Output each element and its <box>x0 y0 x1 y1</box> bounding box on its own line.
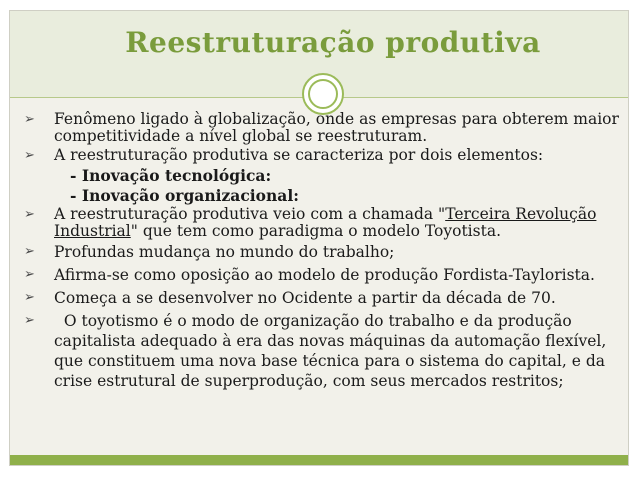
circle-ornament-icon <box>302 73 344 115</box>
bottom-bar <box>10 455 628 465</box>
slide <box>9 10 629 466</box>
bullet-text: Afirma-se como oposição ao modelo de produção Fordista-Taylorista. <box>54 266 595 284</box>
bullet-list <box>24 111 620 394</box>
bullet-item-terceira-revolucao <box>24 206 620 240</box>
sub-item-inovacao-organizacional: - Inovação organizacional: <box>70 186 299 205</box>
terceira-revolucao-link[interactable]: Terceira Revolução Industrial <box>54 205 597 240</box>
arrow-bullet-icon: ➢ <box>24 267 35 282</box>
bullet-text: Fenômeno ligado à globalização, onde as empresas para obterem maior competitividade a nível global se reestruturam. <box>54 110 619 145</box>
bullet-item-toyotismo <box>24 311 620 391</box>
bullet-text: A reestruturação produtiva se caracteriza por dois elementos: <box>54 146 544 164</box>
bullet-text-after: " que tem como paradigma o modelo Toyotista. <box>130 222 501 240</box>
bullet-item-elementos <box>24 147 620 164</box>
bullet-item-globalizacao <box>24 111 620 145</box>
arrow-bullet-icon: ➢ <box>24 207 35 222</box>
bullet-item-fordista <box>24 265 620 285</box>
slide-title: Reestruturação produtiva <box>125 26 541 59</box>
arrow-bullet-icon: ➢ <box>24 290 35 305</box>
bullet-text: Começa a se desenvolver no Ocidente a partir da década de 70. <box>54 289 556 307</box>
arrow-bullet-icon: ➢ <box>24 244 35 259</box>
bullet-item-mudancas <box>24 242 620 262</box>
arrow-bullet-icon: ➢ <box>24 148 35 163</box>
circle-ornament-inner <box>308 79 338 109</box>
bullet-item-ocidente <box>24 288 620 308</box>
arrow-bullet-icon: ➢ <box>24 313 35 328</box>
sub-item-inovacao-tecnologica: - Inovação tecnológica: <box>70 166 272 185</box>
bullet-text: O toyotismo é o modo de organização do trabalho e da produção capitalista adequado à era das novas máquinas da automação flexível, que constituem uma nova base técnica para o sistema do capital, e da crise estrutural de superprodução, com seus mercados restritos; <box>54 312 612 390</box>
bullet-text-before: A reestruturação produtiva veio com a chamada " <box>54 205 446 223</box>
bullet-text: Profundas mudança no mundo do trabalho; <box>54 243 395 261</box>
arrow-bullet-icon: ➢ <box>24 112 35 127</box>
